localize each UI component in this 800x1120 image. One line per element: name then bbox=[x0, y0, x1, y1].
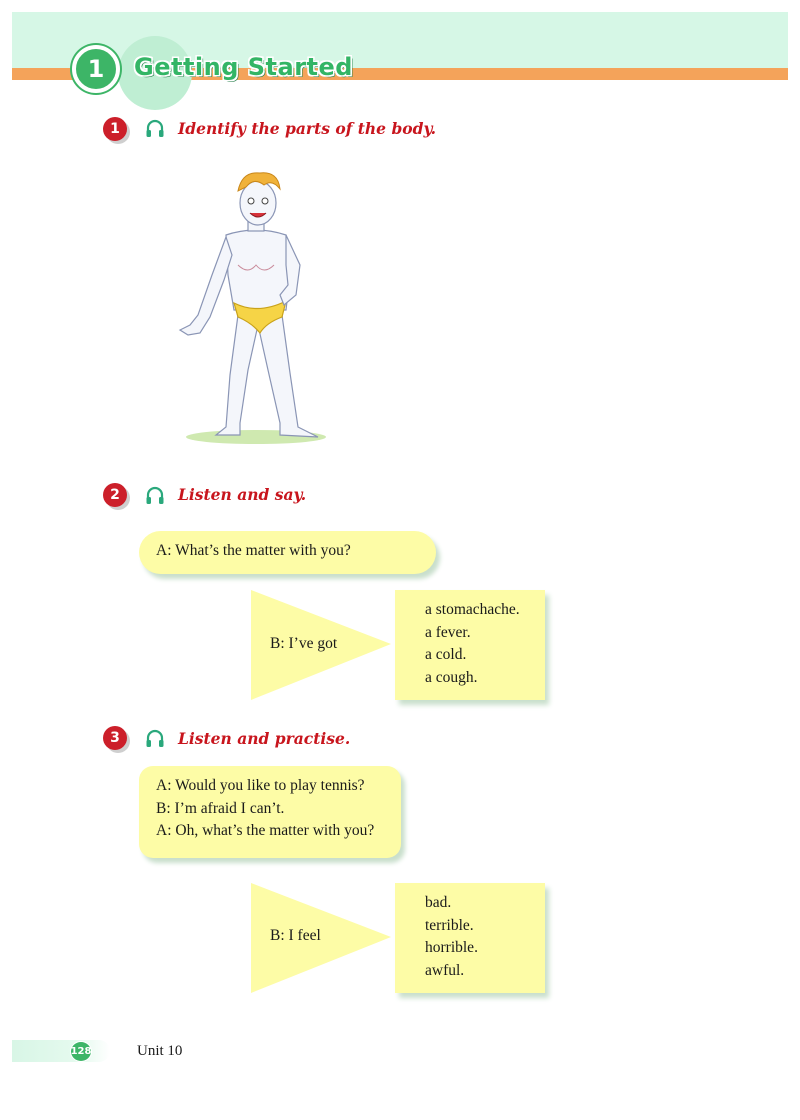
list-item: a cold. bbox=[425, 646, 467, 663]
list-item: awful. bbox=[425, 961, 465, 979]
list-item: a stomachache. bbox=[425, 601, 520, 618]
answer-options bbox=[395, 883, 545, 993]
section-1-title: Identify the parts of the body. bbox=[178, 119, 437, 138]
list-item: bad. bbox=[425, 894, 452, 911]
headphones-icon[interactable] bbox=[144, 728, 166, 750]
lesson-number-badge: 1 bbox=[72, 45, 120, 93]
list-item: a cough. bbox=[425, 668, 478, 686]
dialogue-line: B: I’m afraid I can’t. bbox=[156, 799, 285, 817]
answer-options bbox=[395, 590, 545, 700]
list-item: terrible. bbox=[425, 916, 474, 934]
section-2-number: 2 bbox=[103, 483, 127, 507]
question-bubble bbox=[139, 531, 436, 574]
page-title: Getting Started bbox=[134, 53, 353, 81]
unit-label: Unit 10 bbox=[137, 1043, 183, 1059]
section-1-number: 1 bbox=[103, 117, 127, 141]
list-item: a fever. bbox=[425, 623, 471, 641]
footer-band bbox=[12, 1040, 110, 1062]
section-2-title: Listen and say. bbox=[178, 485, 307, 504]
answer-prefix: B: I feel bbox=[270, 927, 321, 944]
dialogue-line: A: What’s the matter with you? bbox=[156, 542, 351, 559]
section-3-title: Listen and practise. bbox=[178, 729, 351, 748]
headphones-icon[interactable] bbox=[144, 118, 166, 140]
dialogue-line: A: Oh, what’s the matter with you? bbox=[156, 822, 375, 839]
page-number: 128 bbox=[70, 1041, 92, 1062]
section-3-number: 3 bbox=[103, 726, 127, 750]
list-item: horrible. bbox=[425, 939, 478, 956]
answer-prefix: B: I’ve got bbox=[270, 635, 338, 652]
dialogue-bubble bbox=[139, 766, 401, 858]
dialogue-line: A: Would you like to play tennis? bbox=[156, 777, 365, 794]
body-illustration bbox=[168, 165, 348, 450]
headphones-icon[interactable] bbox=[144, 485, 166, 507]
